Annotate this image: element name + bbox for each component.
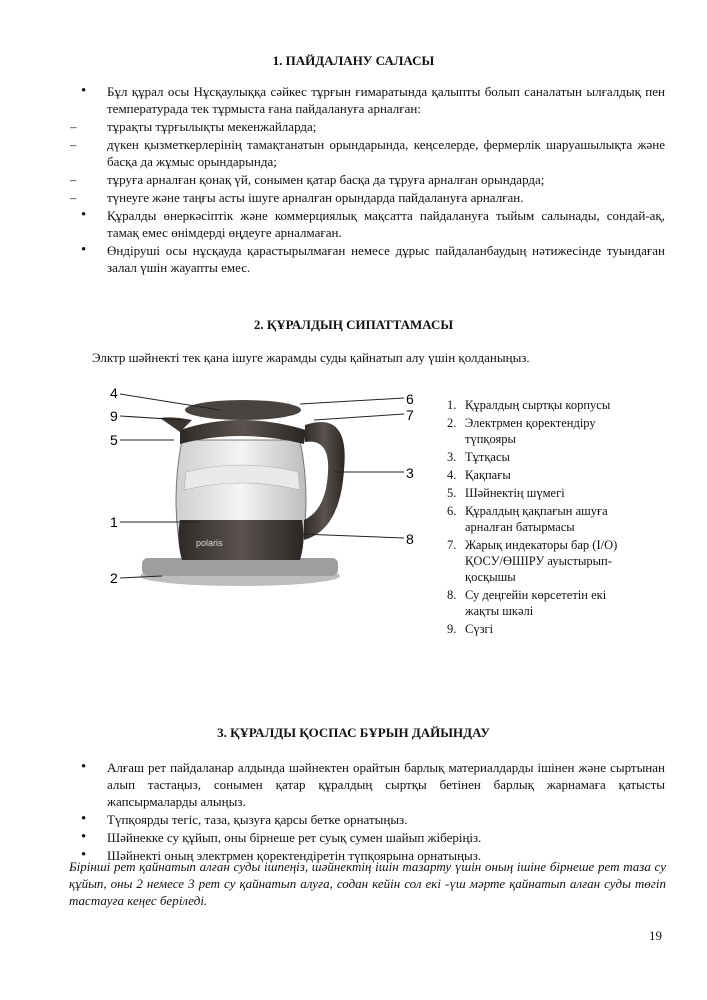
part-label: Шәйнектің шүмегі — [465, 486, 565, 500]
list-item: – тұрақты тұрғылықты мекенжайларда; — [70, 118, 665, 135]
part-label: Жарық индекаторы бар (I/O) ҚОСУ/ӨШІРУ ауыстырып-қосқышы — [465, 538, 618, 584]
list-item: – тұруға арналған қонақ үй, сонымен қатар басқа да тұруға арналған орындарда; — [70, 171, 665, 188]
section3-heading: 3. ҚҰРАЛДЫ ҚОСПАС БҰРЫН ДАЙЫНДАУ — [217, 725, 490, 740]
part-number: 7. — [447, 538, 457, 552]
part-label: Сүзгі — [465, 622, 494, 636]
part-number: 3. — [447, 450, 457, 464]
list-item: • Құралды өнеркәсіптік және коммерциялық мақсатта пайдалануға тыйым салынады, сондай-ақ, тамақ емес өнімдерді өңдеуге арналмаған. — [70, 207, 665, 241]
section2-heading: 2. ҚҰРАЛДЫҢ СИПАТТАМАСЫ — [253, 317, 454, 332]
diagram-label-9: 9 — [110, 408, 118, 424]
section1-heading: 1. ПАЙДАЛАНУ САЛАСЫ — [272, 53, 435, 68]
part-item — [447, 587, 622, 619]
kettle-handle — [304, 422, 345, 540]
part-number: 6. — [447, 504, 457, 518]
list-item: • Шәйнекті оның электрмен қоректендіретін түпқоярына орнатыңыз. — [70, 847, 665, 864]
part-label: Құралдың сыртқы корпусы — [465, 398, 611, 412]
kettle-diagram — [100, 380, 420, 600]
list-item: – түнеуге және таңғы асты ішуге арналған орындарда пайдалануға арналған. — [70, 189, 665, 206]
part-label: Құралдың қақпағын ашуға арналған батырмасы — [465, 504, 608, 534]
list-item: • Түпқоярды тегіс, таза, қызуға қарсы бетке орнатыңыз. — [70, 811, 665, 828]
kettle-base-body — [142, 558, 338, 576]
part-item — [447, 621, 622, 637]
part-number: 4. — [447, 468, 457, 482]
part-item — [447, 537, 622, 585]
kettle-lid — [185, 400, 301, 420]
section3-note: Бірінші рет қайнатып алған суды ішпеңіз, шәйнектің ішін тазарту үшін оның ішіне бірнеше рет таза су құйып, оны 2 немесе 3 рет су қайнатып алуға, содан кейін сол екі -үш мәрте қайнатып алған суды төгіп тастауға кеңес беріледі. — [69, 859, 666, 908]
part-item — [447, 467, 622, 483]
diagram-label-4: 4 — [110, 385, 118, 401]
part-number: 1. — [447, 398, 457, 412]
part-label: Қақпағы — [465, 468, 511, 482]
part-item — [447, 485, 622, 501]
list-item: • Шәйнекке су құйып, оны бірнеше рет суық сумен шайып жіберіңіз. — [70, 829, 665, 846]
part-number: 5. — [447, 486, 457, 500]
part-label: Тұтқасы — [465, 450, 510, 464]
list-item: – дүкен қызметкерлерінің тамақтанатын орындарында, кеңселерде, фермерлік шаруашылықта және басқа да жұмыс орындарында; — [70, 136, 665, 170]
diagram-label-2: 2 — [110, 570, 118, 586]
diagram-label-3: 3 — [406, 465, 414, 481]
part-number: 2. — [447, 416, 457, 430]
part-number: 9. — [447, 622, 457, 636]
part-item — [447, 449, 622, 465]
diagram-label-6: 6 — [406, 391, 414, 407]
part-number: 8. — [447, 588, 457, 602]
section1-list — [70, 83, 665, 277]
list-item: • Бұл құрал осы Нұсқаулыққа сәйкес тұрғын ғимаратында қалыпты болып саналатын ылғалдық пен температурада тек тұрмыста ғана пайдалануға арналған: — [70, 83, 665, 117]
part-item — [447, 397, 622, 413]
parts-list — [447, 397, 622, 639]
diagram-label-1: 1 — [110, 514, 118, 530]
kettle-brand: polaris — [196, 538, 223, 548]
section2-intro: Элктр шәйнекті тек қана ішуге жарамды суды қайнатып алу үшін қолданыңыз. — [92, 350, 530, 365]
diagram-label-7: 7 — [406, 407, 414, 423]
list-item: • Алғаш рет пайдаланар алдында шәйнектен орайтын барлық материалдарды ішінен және сыртынан алып тастаңыз, сонымен қатар құралдың сыртқы бетінен барлық жарнамаға қатысты жапсырмаларды алыңыз. — [70, 759, 665, 810]
part-item — [447, 503, 622, 535]
diagram-label-5: 5 — [110, 432, 118, 448]
list-item: • Өндіруші осы нұсқауда қарастырылмаған немесе дұрыс пайдаланбаудың нәтижесінде туындаған залал үшін жауапты емес. — [70, 242, 665, 276]
section3-list — [70, 759, 665, 865]
part-item — [447, 415, 622, 447]
page-number: 19 — [649, 928, 662, 943]
diagram-label-8: 8 — [406, 531, 414, 547]
part-label: Электрмен қоректендіру түпқояры — [465, 416, 596, 446]
part-label: Су деңгейін көрсететін екі жақты шкәлі — [465, 588, 607, 618]
